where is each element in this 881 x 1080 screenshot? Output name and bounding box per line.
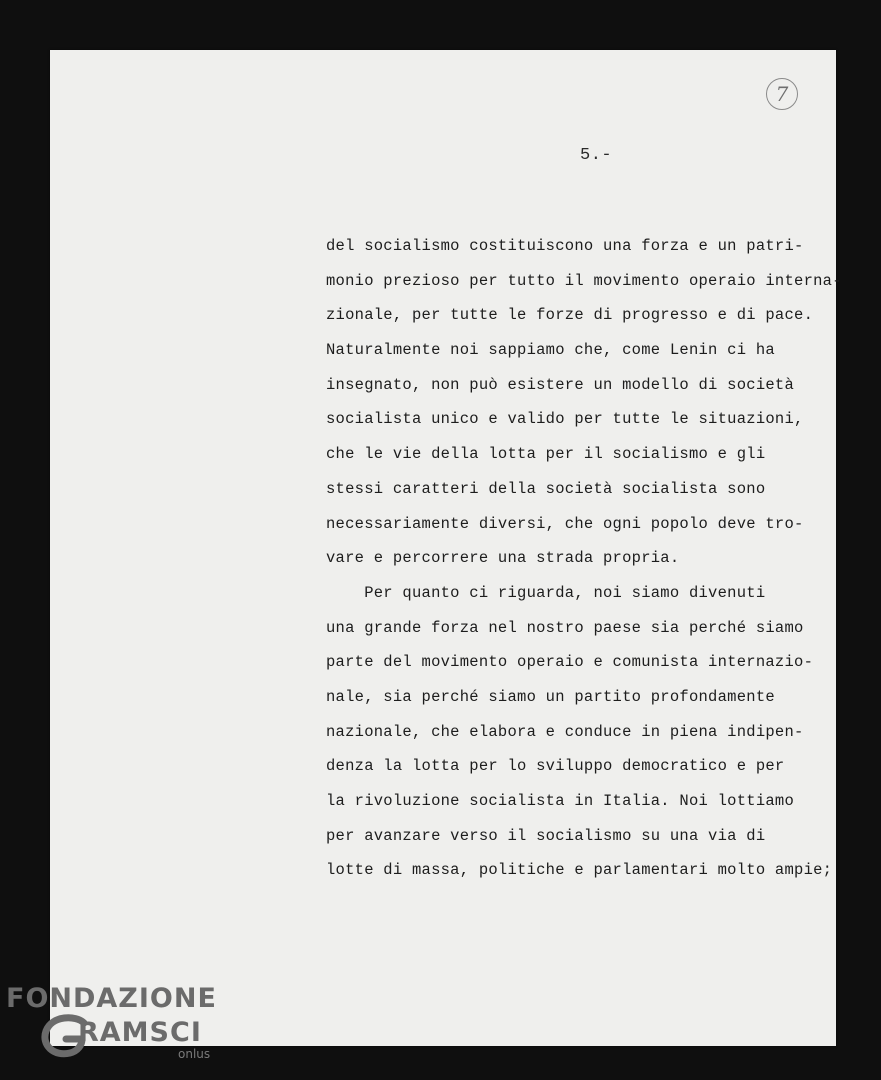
text-line: stessi caratteri della società socialista sono bbox=[326, 479, 766, 498]
text-line: nazionale, che elabora e conduce in piena indipen- bbox=[326, 722, 804, 741]
fondazione-gramsci-watermark bbox=[6, 983, 226, 1073]
text-line: monio prezioso per tutto il movimento operaio interna- bbox=[326, 271, 842, 290]
text-line: la rivoluzione socialista in Italia. Noi lottiamo bbox=[326, 792, 795, 810]
text-line: parte del movimento operaio e comunista internazio- bbox=[326, 653, 814, 672]
text-line: lotte di massa, politiche e parlamentari molto ampie; bbox=[326, 861, 833, 880]
watermark-line-2: RAMSCI bbox=[78, 1017, 202, 1048]
text-line: zionale, per tutte le forze di progresso e di pace. bbox=[326, 306, 814, 325]
paragraph-first-line: Per quanto ci riguarda, noi siamo divenuti bbox=[326, 583, 766, 602]
text-line: nale, sia perché siamo un partito profondamente bbox=[326, 687, 775, 706]
text-line: del socialismo costituiscono una forza e un patri- bbox=[326, 237, 804, 255]
text-line: necessariamente diversi, che ogni popolo deve tro- bbox=[326, 514, 804, 533]
text-line: insegnato, non può esistere un modello di società bbox=[326, 375, 795, 394]
watermark-line-3: onlus bbox=[178, 1047, 211, 1061]
text-line: Naturalmente noi sappiamo che, come Lenin ci ha bbox=[326, 341, 775, 360]
text-line: socialista unico e valido per tutte le situazioni, bbox=[326, 410, 804, 429]
body-text bbox=[326, 229, 842, 888]
text-line: denza la lotta per lo sviluppo democratico e per bbox=[326, 757, 785, 776]
watermark-line-1: FONDAZIONE bbox=[6, 983, 217, 1014]
text-line: vare e percorrere una strada propria. bbox=[326, 549, 680, 568]
page-number: 5.- bbox=[580, 146, 613, 165]
folio-number: 7 bbox=[766, 78, 798, 110]
text-line: che le vie della lotta per il socialismo e gli bbox=[326, 445, 766, 464]
text-line: per avanzare verso il socialismo su una via di bbox=[326, 826, 766, 845]
text-line: una grande forza nel nostro paese sia perché siamo bbox=[326, 618, 804, 637]
